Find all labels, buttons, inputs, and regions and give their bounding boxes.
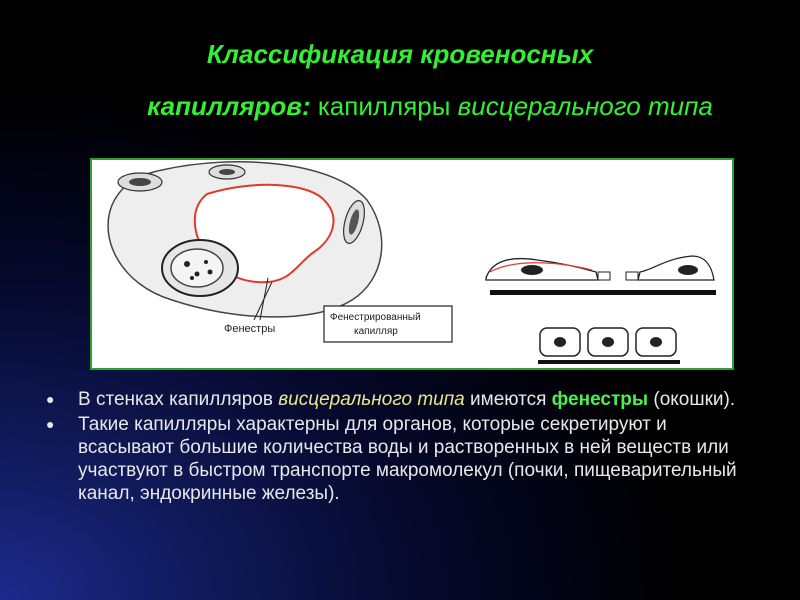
slide-title — [0, 28, 800, 132]
title-plain: капилляры — [310, 91, 458, 121]
label-fenestry: Фенестры — [224, 323, 276, 335]
bullet1-part3: имеются — [464, 389, 552, 410]
title-italic: висцерального типа — [457, 91, 713, 121]
title-bold: капилляров: — [147, 91, 311, 121]
bullet1-bold: фенестры — [551, 389, 649, 410]
bullet-list — [42, 388, 762, 507]
bullet-dot-icon: ● — [46, 391, 55, 407]
bullet-item-1 — [42, 388, 762, 411]
cell-top-left-nucleus — [129, 178, 151, 186]
title-line2 — [0, 80, 800, 132]
bullet-dot-icon: ● — [46, 416, 55, 432]
endothelial-nucleus-right — [678, 265, 698, 275]
bullet-item-2 — [42, 413, 762, 505]
capillary-figure — [90, 158, 734, 370]
bullet1-part1: В стенках капилляров — [78, 389, 279, 410]
title-line1: Классификация кровеносных — [206, 39, 594, 69]
cell-top-nucleus — [219, 169, 235, 175]
bullet1-italic: висцерального типа — [278, 389, 465, 410]
endothelial-cell-right — [638, 256, 714, 280]
bottom-membrane — [538, 360, 680, 364]
bullet1-part5: (окошки). — [648, 389, 736, 410]
capillary-illustration — [92, 160, 732, 368]
label-box-line2: капилляр — [354, 326, 398, 337]
bullet2-text: Такие капилляры характерны для органов, которые секретируют и всасывают большие количества воды и растворенных в ней веществ или участвуют в быстром транспорте макромолекул (почки, пищеварительный канал, эндокринные железы). — [78, 414, 737, 504]
big-cell-nucleus — [171, 249, 223, 287]
basement-membrane — [490, 290, 716, 295]
label-box-line1: Фенестрированный — [330, 312, 421, 323]
endothelial-nucleus-left — [521, 265, 543, 275]
